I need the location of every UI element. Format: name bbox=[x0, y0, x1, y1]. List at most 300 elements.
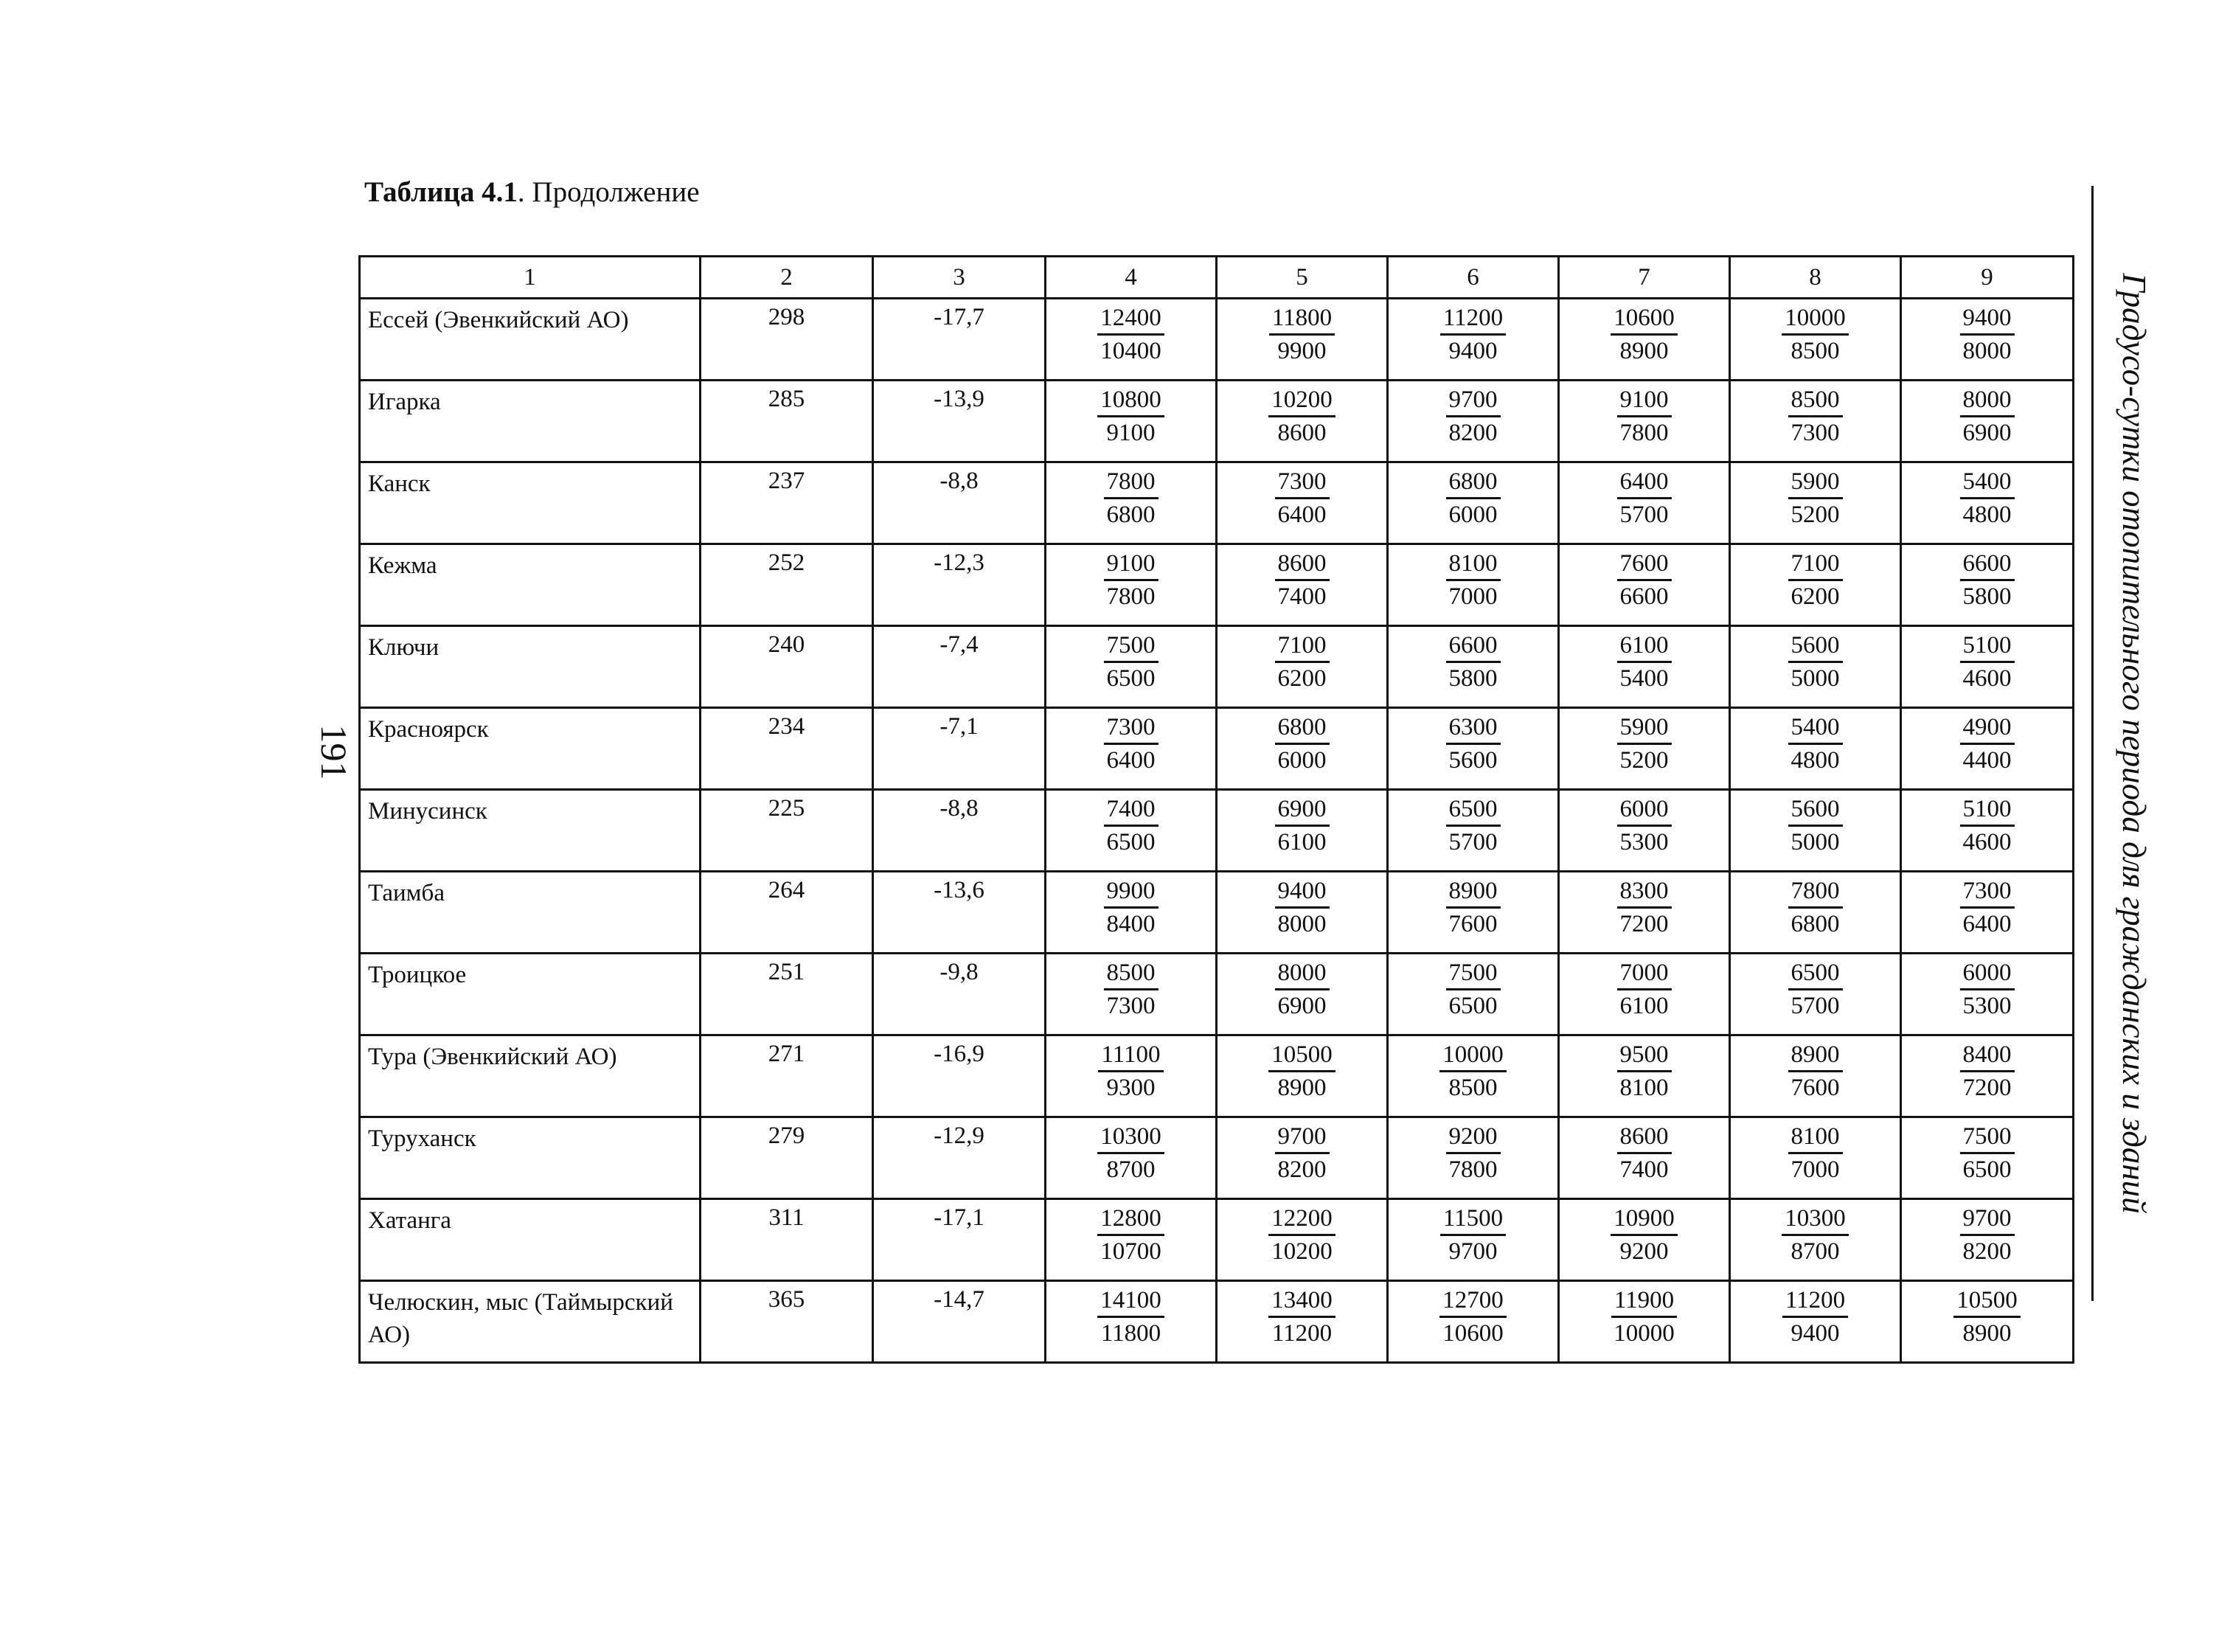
degree-days-fraction bbox=[1731, 1282, 1900, 1349]
degree-days-residential: 8900 bbox=[1446, 875, 1501, 909]
degree-days-cell bbox=[1901, 790, 2074, 872]
table-row bbox=[360, 462, 2074, 544]
degree-days-cell bbox=[1559, 872, 1730, 954]
degree-days-public: 10200 bbox=[1271, 1238, 1333, 1265]
degree-days-residential: 6500 bbox=[1446, 794, 1501, 827]
degree-days-fraction bbox=[1902, 1200, 2072, 1267]
degree-days-public: 5000 bbox=[1790, 665, 1840, 692]
degree-days-residential: 14100 bbox=[1097, 1285, 1164, 1318]
degree-days-public: 8500 bbox=[1448, 1075, 1498, 1101]
degree-days-residential: 8300 bbox=[1617, 875, 1672, 909]
degree-days-public: 7600 bbox=[1448, 911, 1498, 937]
degree-days-cell bbox=[1730, 1117, 1901, 1199]
degree-days-public: 7800 bbox=[1106, 583, 1156, 610]
degree-days-public: 10600 bbox=[1442, 1320, 1504, 1347]
degree-days-cell bbox=[1217, 790, 1388, 872]
mean-temperature: -7,4 bbox=[873, 626, 1046, 708]
degree-days-cell bbox=[1046, 626, 1217, 708]
degree-days-fraction bbox=[1389, 381, 1557, 448]
degree-days-residential: 8600 bbox=[1275, 548, 1330, 581]
degree-days-cell bbox=[1901, 1199, 2074, 1281]
degree-days-cell bbox=[1730, 381, 1901, 462]
degree-days-fraction bbox=[1560, 1282, 1729, 1349]
degree-days-residential: 10500 bbox=[1268, 1039, 1335, 1072]
degree-days-cell bbox=[1046, 1281, 1217, 1363]
table-row bbox=[360, 626, 2074, 708]
city-name: Тура (Эвенкийский АО) bbox=[360, 1035, 701, 1117]
degree-days-cell bbox=[1559, 790, 1730, 872]
degree-days-public: 7200 bbox=[1962, 1075, 2012, 1101]
heating-period-days: 234 bbox=[701, 708, 873, 790]
degree-days-fraction bbox=[1902, 1282, 2072, 1349]
column-header: 3 bbox=[873, 257, 1046, 299]
heating-period-days: 240 bbox=[701, 626, 873, 708]
table-row bbox=[360, 790, 2074, 872]
degree-days-public: 6900 bbox=[1962, 420, 2012, 446]
degree-days-cell bbox=[1217, 1281, 1388, 1363]
degree-days-fraction bbox=[1731, 791, 1900, 858]
degree-days-fraction bbox=[1560, 299, 1729, 367]
degree-days-fraction bbox=[1218, 299, 1386, 367]
city-name: Хатанга bbox=[360, 1199, 701, 1281]
degree-days-residential: 10800 bbox=[1097, 384, 1164, 417]
mean-temperature: -17,1 bbox=[873, 1199, 1046, 1281]
degree-days-public: 7600 bbox=[1790, 1075, 1840, 1101]
degree-days-fraction bbox=[1218, 463, 1386, 530]
degree-days-cell bbox=[1217, 626, 1388, 708]
degree-days-residential: 7400 bbox=[1104, 794, 1159, 827]
degree-days-public: 6500 bbox=[1962, 1156, 2012, 1183]
column-header: 7 bbox=[1559, 257, 1730, 299]
mean-temperature: -13,6 bbox=[873, 872, 1046, 954]
mean-temperature: -17,7 bbox=[873, 299, 1046, 381]
city-name: Троицкое bbox=[360, 954, 701, 1035]
degree-days-fraction bbox=[1560, 872, 1729, 940]
heating-period-days: 365 bbox=[701, 1281, 873, 1363]
degree-days-public: 6500 bbox=[1106, 829, 1156, 856]
degree-days-public: 8900 bbox=[1619, 338, 1669, 364]
degree-days-public: 8000 bbox=[1962, 338, 2012, 364]
heating-degree-days-table bbox=[358, 255, 2074, 1364]
table-row bbox=[360, 544, 2074, 626]
degree-days-residential: 11200 bbox=[1782, 1285, 1848, 1318]
degree-days-fraction bbox=[1218, 627, 1386, 694]
degree-days-fraction bbox=[1731, 299, 1900, 367]
degree-days-cell bbox=[1901, 708, 2074, 790]
degree-days-public: 6200 bbox=[1790, 583, 1840, 610]
degree-days-fraction bbox=[1389, 627, 1557, 694]
degree-days-residential: 11100 bbox=[1098, 1039, 1163, 1072]
degree-days-public: 6400 bbox=[1106, 747, 1156, 774]
degree-days-fraction bbox=[1389, 1282, 1557, 1349]
degree-days-fraction bbox=[1389, 872, 1557, 940]
degree-days-public: 10000 bbox=[1614, 1320, 1675, 1347]
heating-period-days: 271 bbox=[701, 1035, 873, 1117]
city-name: Красноярск bbox=[360, 708, 701, 790]
degree-days-residential: 9700 bbox=[1275, 1121, 1330, 1154]
degree-days-cell bbox=[1730, 708, 1901, 790]
degree-days-fraction bbox=[1046, 1200, 1215, 1267]
degree-days-public: 8200 bbox=[1277, 1156, 1327, 1183]
degree-days-fraction bbox=[1046, 545, 1215, 612]
degree-days-cell bbox=[1901, 462, 2074, 544]
degree-days-fraction bbox=[1046, 709, 1215, 776]
degree-days-residential: 9400 bbox=[1275, 875, 1330, 909]
degree-days-cell bbox=[1901, 1281, 2074, 1363]
degree-days-residential: 10300 bbox=[1097, 1121, 1164, 1154]
degree-days-fraction bbox=[1389, 299, 1557, 367]
degree-days-fraction bbox=[1902, 299, 2072, 367]
degree-days-public: 8200 bbox=[1962, 1238, 2012, 1265]
degree-days-public: 8700 bbox=[1790, 1238, 1840, 1265]
degree-days-public: 7000 bbox=[1448, 583, 1498, 610]
degree-days-cell bbox=[1217, 1117, 1388, 1199]
degree-days-cell bbox=[1559, 1117, 1730, 1199]
degree-days-fraction bbox=[1046, 1282, 1215, 1349]
degree-days-public: 7400 bbox=[1277, 583, 1327, 610]
table-row bbox=[360, 1035, 2074, 1117]
degree-days-cell bbox=[1559, 954, 1730, 1035]
degree-days-cell bbox=[1046, 1199, 1217, 1281]
degree-days-fraction bbox=[1731, 463, 1900, 530]
degree-days-fraction bbox=[1046, 872, 1215, 940]
degree-days-public: 9400 bbox=[1790, 1320, 1840, 1347]
degree-days-cell bbox=[1046, 544, 1217, 626]
degree-days-fraction bbox=[1731, 627, 1900, 694]
heating-period-days: 311 bbox=[701, 1199, 873, 1281]
degree-days-public: 6000 bbox=[1448, 502, 1498, 528]
degree-days-public: 8000 bbox=[1277, 911, 1327, 937]
degree-days-cell bbox=[1901, 626, 2074, 708]
degree-days-residential: 12800 bbox=[1097, 1203, 1164, 1236]
degree-days-residential: 7100 bbox=[1788, 548, 1843, 581]
degree-days-residential: 12200 bbox=[1268, 1203, 1335, 1236]
degree-days-public: 4400 bbox=[1962, 747, 2012, 774]
degree-days-cell bbox=[1730, 954, 1901, 1035]
degree-days-public: 5300 bbox=[1619, 829, 1669, 856]
degree-days-residential: 7100 bbox=[1275, 630, 1330, 663]
degree-days-public: 7400 bbox=[1619, 1156, 1669, 1183]
degree-days-public: 7800 bbox=[1619, 420, 1669, 446]
heating-period-days: 252 bbox=[701, 544, 873, 626]
column-header: 6 bbox=[1388, 257, 1559, 299]
degree-days-residential: 9500 bbox=[1617, 1039, 1672, 1072]
degree-days-residential: 6400 bbox=[1617, 466, 1672, 499]
degree-days-fraction bbox=[1560, 954, 1729, 1021]
degree-days-fraction bbox=[1046, 381, 1215, 448]
degree-days-public: 11200 bbox=[1271, 1320, 1333, 1347]
degree-days-residential: 5100 bbox=[1960, 794, 2015, 827]
degree-days-residential: 7600 bbox=[1617, 548, 1672, 581]
degree-days-cell bbox=[1901, 544, 2074, 626]
degree-days-cell bbox=[1730, 544, 1901, 626]
degree-days-fraction bbox=[1389, 791, 1557, 858]
city-name: Туруханск bbox=[360, 1117, 701, 1199]
degree-days-cell bbox=[1730, 790, 1901, 872]
degree-days-public: 6800 bbox=[1790, 911, 1840, 937]
degree-days-residential: 10000 bbox=[1782, 302, 1849, 336]
degree-days-residential: 7800 bbox=[1104, 466, 1159, 499]
table-body bbox=[360, 299, 2074, 1363]
degree-days-residential: 6100 bbox=[1617, 630, 1672, 663]
table-caption-suffix: . Продолжение bbox=[517, 176, 700, 208]
degree-days-fraction bbox=[1218, 872, 1386, 940]
table-row bbox=[360, 1117, 2074, 1199]
degree-days-cell bbox=[1388, 544, 1559, 626]
degree-days-cell bbox=[1217, 381, 1388, 462]
degree-days-public: 9400 bbox=[1448, 338, 1498, 364]
degree-days-residential: 8000 bbox=[1275, 957, 1330, 990]
degree-days-public: 4800 bbox=[1790, 747, 1840, 774]
degree-days-residential: 5100 bbox=[1960, 630, 2015, 663]
degree-days-cell bbox=[1217, 708, 1388, 790]
degree-days-public: 7200 bbox=[1619, 911, 1669, 937]
degree-days-fraction bbox=[1560, 1200, 1729, 1267]
degree-days-cell bbox=[1217, 1199, 1388, 1281]
city-name: Минусинск bbox=[360, 790, 701, 872]
degree-days-fraction bbox=[1218, 709, 1386, 776]
degree-days-public: 5700 bbox=[1619, 502, 1669, 528]
degree-days-fraction bbox=[1902, 709, 2072, 776]
degree-days-public: 7000 bbox=[1790, 1156, 1840, 1183]
degree-days-cell bbox=[1730, 872, 1901, 954]
degree-days-fraction bbox=[1218, 1118, 1386, 1185]
city-name: Таимба bbox=[360, 872, 701, 954]
mean-temperature: -12,9 bbox=[873, 1117, 1046, 1199]
degree-days-public: 5000 bbox=[1790, 829, 1840, 856]
table-row bbox=[360, 1199, 2074, 1281]
degree-days-residential: 5600 bbox=[1788, 794, 1843, 827]
degree-days-fraction bbox=[1046, 791, 1215, 858]
table-row bbox=[360, 954, 2074, 1035]
degree-days-cell bbox=[1046, 381, 1217, 462]
degree-days-residential: 8500 bbox=[1788, 384, 1843, 417]
degree-days-cell bbox=[1388, 1281, 1559, 1363]
degree-days-residential: 6300 bbox=[1446, 712, 1501, 745]
heating-period-days: 237 bbox=[701, 462, 873, 544]
degree-days-public: 8900 bbox=[1277, 1075, 1327, 1101]
degree-days-residential: 6800 bbox=[1275, 712, 1330, 745]
degree-days-fraction bbox=[1731, 872, 1900, 940]
degree-days-residential: 7800 bbox=[1788, 875, 1843, 909]
degree-days-cell bbox=[1559, 626, 1730, 708]
degree-days-public: 8700 bbox=[1106, 1156, 1156, 1183]
mean-temperature: -16,9 bbox=[873, 1035, 1046, 1117]
mean-temperature: -13,9 bbox=[873, 381, 1046, 462]
column-header: 2 bbox=[701, 257, 873, 299]
header-row bbox=[360, 257, 2074, 299]
degree-days-fraction bbox=[1389, 954, 1557, 1021]
degree-days-cell bbox=[1730, 1199, 1901, 1281]
mean-temperature: -8,8 bbox=[873, 462, 1046, 544]
degree-days-fraction bbox=[1046, 1036, 1215, 1103]
degree-days-residential: 6600 bbox=[1446, 630, 1501, 663]
degree-days-fraction bbox=[1902, 381, 2072, 448]
degree-days-public: 5700 bbox=[1790, 993, 1840, 1019]
degree-days-residential: 8600 bbox=[1617, 1121, 1672, 1154]
degree-days-fraction bbox=[1046, 463, 1215, 530]
heating-period-days: 225 bbox=[701, 790, 873, 872]
degree-days-residential: 12400 bbox=[1097, 302, 1164, 336]
table-row bbox=[360, 1281, 2074, 1363]
degree-days-cell bbox=[1559, 708, 1730, 790]
degree-days-residential: 7300 bbox=[1104, 712, 1159, 745]
degree-days-fraction bbox=[1902, 872, 2072, 940]
degree-days-fraction bbox=[1218, 1200, 1386, 1267]
degree-days-public: 8600 bbox=[1277, 420, 1327, 446]
degree-days-cell bbox=[1046, 872, 1217, 954]
degree-days-fraction bbox=[1389, 545, 1557, 612]
degree-days-cell bbox=[1046, 299, 1217, 381]
degree-days-public: 6800 bbox=[1106, 502, 1156, 528]
degree-days-residential: 8900 bbox=[1788, 1039, 1843, 1072]
degree-days-fraction bbox=[1389, 1200, 1557, 1267]
degree-days-residential: 9100 bbox=[1617, 384, 1672, 417]
degree-days-cell bbox=[1901, 1117, 2074, 1199]
degree-days-fraction bbox=[1731, 954, 1900, 1021]
degree-days-residential: 9400 bbox=[1960, 302, 2015, 336]
degree-days-cell bbox=[1388, 1117, 1559, 1199]
column-header: 1 bbox=[360, 257, 701, 299]
degree-days-cell bbox=[1559, 299, 1730, 381]
degree-days-residential: 13400 bbox=[1268, 1285, 1335, 1318]
degree-days-fraction bbox=[1218, 954, 1386, 1021]
degree-days-public: 8200 bbox=[1448, 420, 1498, 446]
degree-days-public: 5300 bbox=[1962, 993, 2012, 1019]
running-title: Градусо-сутки отопительного периода для гражданских и зданий bbox=[2116, 273, 2153, 1214]
degree-days-public: 4800 bbox=[1962, 502, 2012, 528]
degree-days-fraction bbox=[1389, 1118, 1557, 1185]
degree-days-fraction bbox=[1902, 545, 2072, 612]
degree-days-public: 8400 bbox=[1106, 911, 1156, 937]
heating-period-days: 279 bbox=[701, 1117, 873, 1199]
degree-days-residential: 5400 bbox=[1788, 712, 1843, 745]
degree-days-cell bbox=[1217, 462, 1388, 544]
degree-days-residential: 6900 bbox=[1275, 794, 1330, 827]
column-header: 4 bbox=[1046, 257, 1217, 299]
degree-days-fraction bbox=[1218, 1036, 1386, 1103]
degree-days-fraction bbox=[1046, 299, 1215, 367]
degree-days-fraction bbox=[1560, 627, 1729, 694]
degree-days-residential: 7500 bbox=[1104, 630, 1159, 663]
heating-period-days: 285 bbox=[701, 381, 873, 462]
degree-days-residential: 7300 bbox=[1960, 875, 2015, 909]
degree-days-fraction bbox=[1902, 954, 2072, 1021]
degree-days-cell bbox=[1559, 1281, 1730, 1363]
degree-days-public: 6100 bbox=[1619, 993, 1669, 1019]
degree-days-cell bbox=[1730, 626, 1901, 708]
mean-temperature: -9,8 bbox=[873, 954, 1046, 1035]
degree-days-public: 5800 bbox=[1962, 583, 2012, 610]
degree-days-cell bbox=[1388, 626, 1559, 708]
degree-days-residential: 8000 bbox=[1960, 384, 2015, 417]
degree-days-public: 10400 bbox=[1100, 338, 1161, 364]
city-name: Канск bbox=[360, 462, 701, 544]
degree-days-residential: 9700 bbox=[1446, 384, 1501, 417]
degree-days-cell bbox=[1901, 299, 2074, 381]
degree-days-cell bbox=[1388, 708, 1559, 790]
degree-days-residential: 8100 bbox=[1788, 1121, 1843, 1154]
degree-days-residential: 11200 bbox=[1440, 302, 1506, 336]
degree-days-residential: 11800 bbox=[1269, 302, 1335, 336]
degree-days-fraction bbox=[1731, 1200, 1900, 1267]
degree-days-residential: 5900 bbox=[1788, 466, 1843, 499]
degree-days-cell bbox=[1730, 299, 1901, 381]
degree-days-cell bbox=[1046, 790, 1217, 872]
degree-days-fraction bbox=[1560, 463, 1729, 530]
mean-temperature: -14,7 bbox=[873, 1281, 1046, 1363]
mean-temperature: -12,3 bbox=[873, 544, 1046, 626]
degree-days-public: 7800 bbox=[1448, 1156, 1498, 1183]
degree-days-residential: 11900 bbox=[1611, 1285, 1677, 1318]
degree-days-residential: 5400 bbox=[1960, 466, 2015, 499]
degree-days-fraction bbox=[1560, 709, 1729, 776]
degree-days-cell bbox=[1217, 954, 1388, 1035]
degree-days-fraction bbox=[1902, 1118, 2072, 1185]
degree-days-public: 6600 bbox=[1619, 583, 1669, 610]
degree-days-residential: 10300 bbox=[1782, 1203, 1849, 1236]
degree-days-fraction bbox=[1046, 1118, 1215, 1185]
column-header: 9 bbox=[1901, 257, 2074, 299]
table-row bbox=[360, 708, 2074, 790]
degree-days-residential: 7500 bbox=[1446, 957, 1501, 990]
city-name: Кежма bbox=[360, 544, 701, 626]
degree-days-cell bbox=[1388, 381, 1559, 462]
degree-days-cell bbox=[1730, 1035, 1901, 1117]
degree-days-cell bbox=[1388, 790, 1559, 872]
degree-days-residential: 6500 bbox=[1788, 957, 1843, 990]
mean-temperature: -8,8 bbox=[873, 790, 1046, 872]
degree-days-residential: 9100 bbox=[1104, 548, 1159, 581]
degree-days-fraction bbox=[1731, 381, 1900, 448]
degree-days-public: 8900 bbox=[1962, 1320, 2012, 1347]
degree-days-cell bbox=[1217, 1035, 1388, 1117]
degree-days-fraction bbox=[1046, 954, 1215, 1021]
degree-days-public: 6000 bbox=[1277, 747, 1327, 774]
degree-days-cell bbox=[1559, 544, 1730, 626]
degree-days-cell bbox=[1559, 462, 1730, 544]
degree-days-public: 9300 bbox=[1106, 1075, 1156, 1101]
degree-days-fraction bbox=[1389, 709, 1557, 776]
degree-days-residential: 11500 bbox=[1440, 1203, 1506, 1236]
degree-days-fraction bbox=[1560, 791, 1729, 858]
table-row bbox=[360, 872, 2074, 954]
heating-period-days: 251 bbox=[701, 954, 873, 1035]
city-name: Игарка bbox=[360, 381, 701, 462]
degree-days-public: 5200 bbox=[1619, 747, 1669, 774]
degree-days-public: 6100 bbox=[1277, 829, 1327, 856]
degree-days-residential: 8400 bbox=[1960, 1039, 2015, 1072]
degree-days-cell bbox=[1046, 1035, 1217, 1117]
degree-days-public: 7300 bbox=[1790, 420, 1840, 446]
degree-days-cell bbox=[1901, 1035, 2074, 1117]
degree-days-public: 11800 bbox=[1100, 1320, 1161, 1347]
degree-days-residential: 8100 bbox=[1446, 548, 1501, 581]
degree-days-fraction bbox=[1731, 1118, 1900, 1185]
table-caption bbox=[364, 176, 700, 209]
degree-days-public: 5200 bbox=[1790, 502, 1840, 528]
degree-days-fraction bbox=[1902, 791, 2072, 858]
degree-days-cell bbox=[1559, 1035, 1730, 1117]
table-row bbox=[360, 381, 2074, 462]
degree-days-public: 5600 bbox=[1448, 747, 1498, 774]
degree-days-fraction bbox=[1731, 545, 1900, 612]
degree-days-public: 4600 bbox=[1962, 829, 2012, 856]
degree-days-public: 4600 bbox=[1962, 665, 2012, 692]
degree-days-public: 6200 bbox=[1277, 665, 1327, 692]
degree-days-residential: 12700 bbox=[1439, 1285, 1507, 1318]
degree-days-cell bbox=[1046, 954, 1217, 1035]
